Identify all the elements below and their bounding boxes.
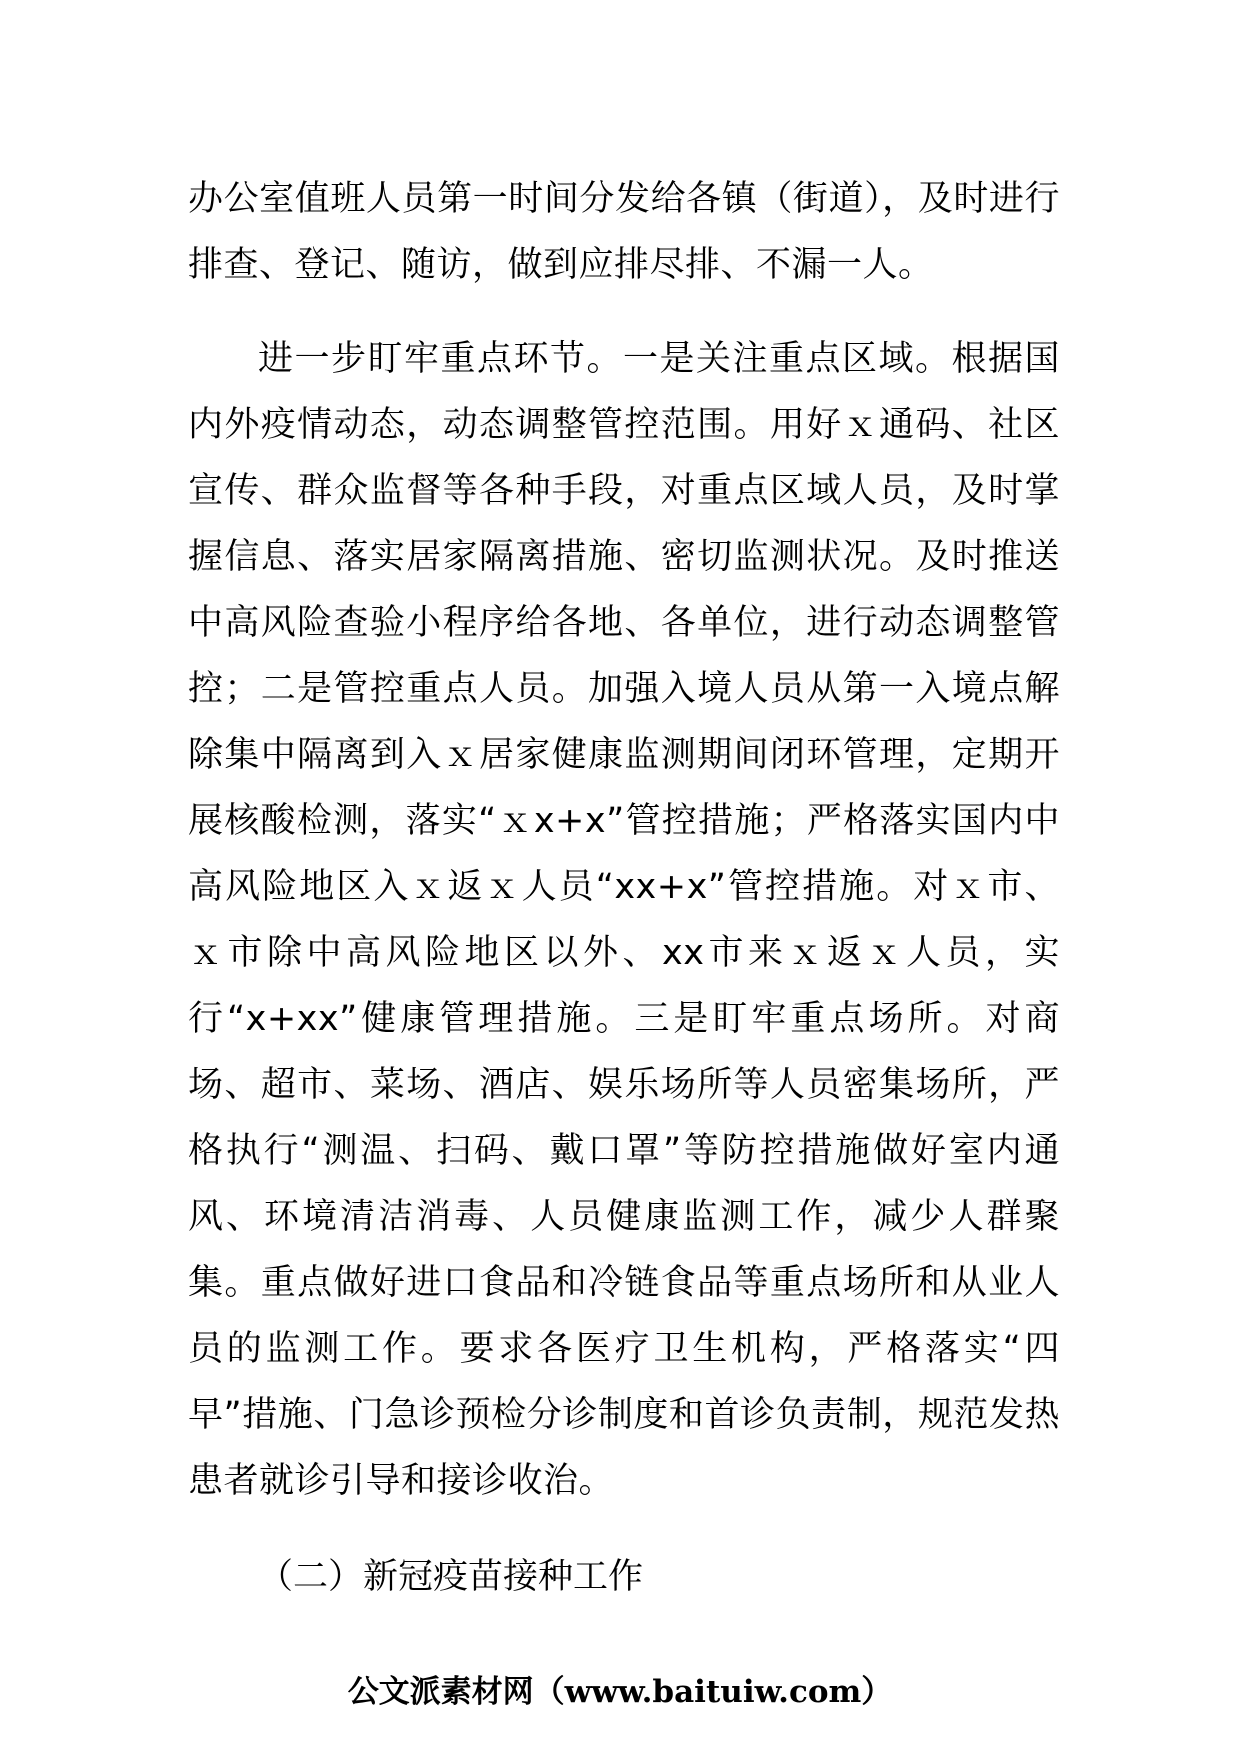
paragraph-continuation: 办公室值班人员第一时间分发给各镇（街道），及时进行排查、登记、随访，做到应排尽排、不漏一人。 xyxy=(188,179,1060,285)
paragraph-key-links: 进一步盯牢重点环节。一是关注重点区域。根据国内外疫情动态，动态调整管控范围。用好ｘ通码、社区宣传、群众监督等各种手段，对重点区域人员，及时掌握信息、落实居家隔离措施、密切监测状况。及时推送中高风险查验小程序给各地、各单位，进行动态调整管控；二是管控重点人员。加强入境人员从第一入境点解除集中隔离到入ｘ居家健康监测期间闭环管理，定期开展核酸检测，落实“ｘx+x”管控措施；严格落实国内中高风险地区入ｘ返ｘ人员“xx+x”管控措施。对ｘ市、ｘ市除中高风险地区以外、xx市来ｘ返ｘ人员，实行“x+xx”健康管理措施。三是盯牢重点场所。对商场、超市、菜场、酒店、娱乐场所等人员密集场所，严格执行“测温、扫码、戴口罩”等防控措施做好室内通风、环境清洁消毒、人员健康监测工作，减少人群聚集。重点做好进口食品和冷链食品等重点场所和从业人员的监测工作。要求各医疗卫生机构，严格落实“四早”措施、门急诊预检分诊制度和首诊负责制，规范发热患者就诊引导和接诊收治。 xyxy=(188,339,1060,1501)
paragraph-spacer xyxy=(188,298,1060,326)
paragraph-spacer xyxy=(188,1514,1060,1544)
document-body xyxy=(188,166,1060,1610)
section-heading-vaccination: （二）新冠疫苗接种工作 xyxy=(258,1557,644,1597)
footer-watermark: 公文派素材网（www.baituiw.com） xyxy=(347,1674,893,1710)
